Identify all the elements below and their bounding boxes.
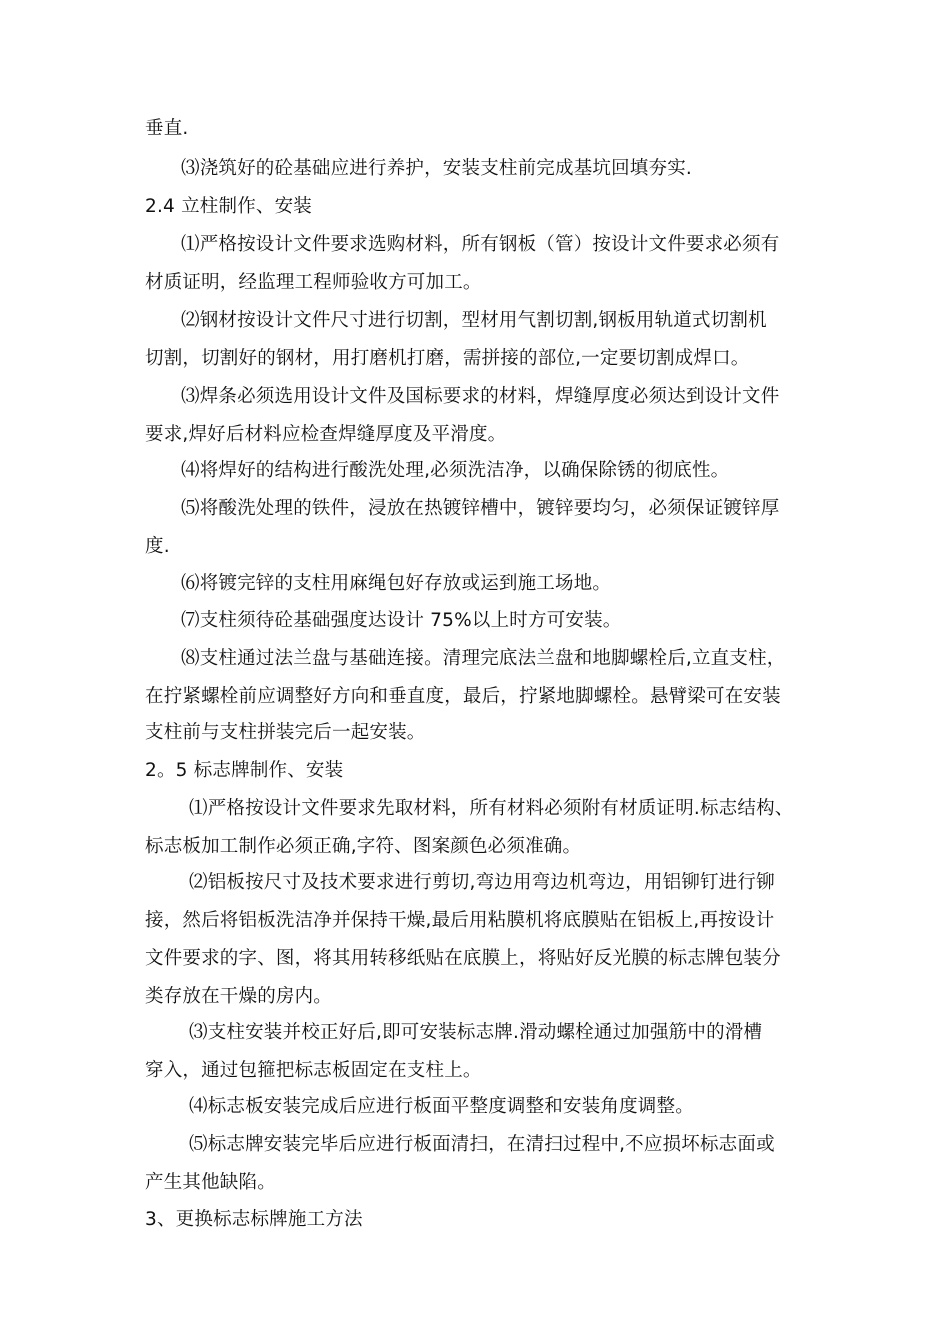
paragraph-line: 材质证明，经监理工程师验收方可加工。 <box>145 272 482 293</box>
paragraph-line: 垂直. <box>145 118 189 139</box>
paragraph-line: ⑴严格按设计文件要求选购材料，所有钢板（管）按设计文件要求必须有 <box>181 234 780 255</box>
paragraph-line: ⑵钢材按设计文件尺寸进行切割，型材用气割切割,钢板用轨道式切割机 <box>181 310 767 331</box>
paragraph-line: 支柱前与支柱拼装完后一起安装。 <box>145 722 426 743</box>
section-heading: 2.4 立柱制作、安装 <box>145 196 313 217</box>
paragraph-line: ⑸标志牌安装完毕后应进行板面清扫，在清扫过程中,不应损坏标志面或 <box>189 1134 775 1155</box>
paragraph-line: ⑸将酸洗处理的铁件，浸放在热镀锌槽中，镀锌要均匀，必须保证镀锌厚 <box>181 498 780 519</box>
paragraph-line: 接，然后将铝板洗洁净并保持干燥,最后用粘膜机将底膜贴在铝板上,再按设计 <box>145 910 775 931</box>
paragraph-line: 文件要求的字、图，将其用转移纸贴在底膜上，将贴好反光膜的标志牌包装分 <box>145 948 781 969</box>
paragraph-line: ⑷标志板安装完成后应进行板面平整度调整和安装角度调整。 <box>189 1096 694 1117</box>
paragraph-line: 穿入，通过包箍把标志板固定在支柱上。 <box>145 1060 482 1081</box>
paragraph-line: ⑴严格按设计文件要求先取材料，所有材料必须附有材质证明.标志结构、 <box>189 798 794 819</box>
paragraph-line: 在拧紧螺栓前应调整好方向和垂直度，最后，拧紧地脚螺栓。悬臂梁可在安装 <box>145 686 781 707</box>
paragraph-line: 产生其他缺陷。 <box>145 1172 276 1193</box>
paragraph-line: ⑶浇筑好的砼基础应进行养护，安装支柱前完成基坑回填夯实. <box>181 158 692 179</box>
paragraph-line: ⑵铝板按尺寸及技术要求进行剪切,弯边用弯边机弯边，用铝铆钉进行铆 <box>189 872 775 893</box>
paragraph-line: ⑻支柱通过法兰盘与基础连接。清理完底法兰盘和地脚螺栓后,立直支柱， <box>181 648 786 669</box>
paragraph-line: 要求,焊好后材料应检查焊缝厚度及平滑度。 <box>145 424 507 445</box>
paragraph-line: 切割，切割好的钢材，用打磨机打磨，需拼接的部位,一定要切割成焊口。 <box>145 348 750 369</box>
section-heading: 2。5 标志牌制作、安装 <box>145 760 344 781</box>
paragraph-line: ⑶焊条必须选用设计文件及国标要求的材料，焊缝厚度必须达到设计文件 <box>181 386 780 407</box>
paragraph-line: ⑶支柱安装并校正好后,即可安装标志牌.滑动螺栓通过加强筋中的滑槽 <box>189 1022 763 1043</box>
section-heading: 3、更换标志标牌施工方法 <box>145 1209 363 1230</box>
paragraph-line: ⑹将镀完锌的支柱用麻绳包好存放或运到施工场地。 <box>181 573 612 594</box>
paragraph-line: 类存放在干燥的房内。 <box>145 986 333 1007</box>
paragraph-line: ⑷将焊好的结构进行酸洗处理,必须洗洁净，以确保除锈的彻底性。 <box>181 460 730 481</box>
paragraph-line: 标志板加工制作必须正确,字符、图案颜色必须准确。 <box>145 836 582 857</box>
paragraph-line: 度. <box>145 536 170 557</box>
paragraph-line: ⑺支柱须待砼基础强度达设计 75%以上时方可安装。 <box>181 610 622 631</box>
